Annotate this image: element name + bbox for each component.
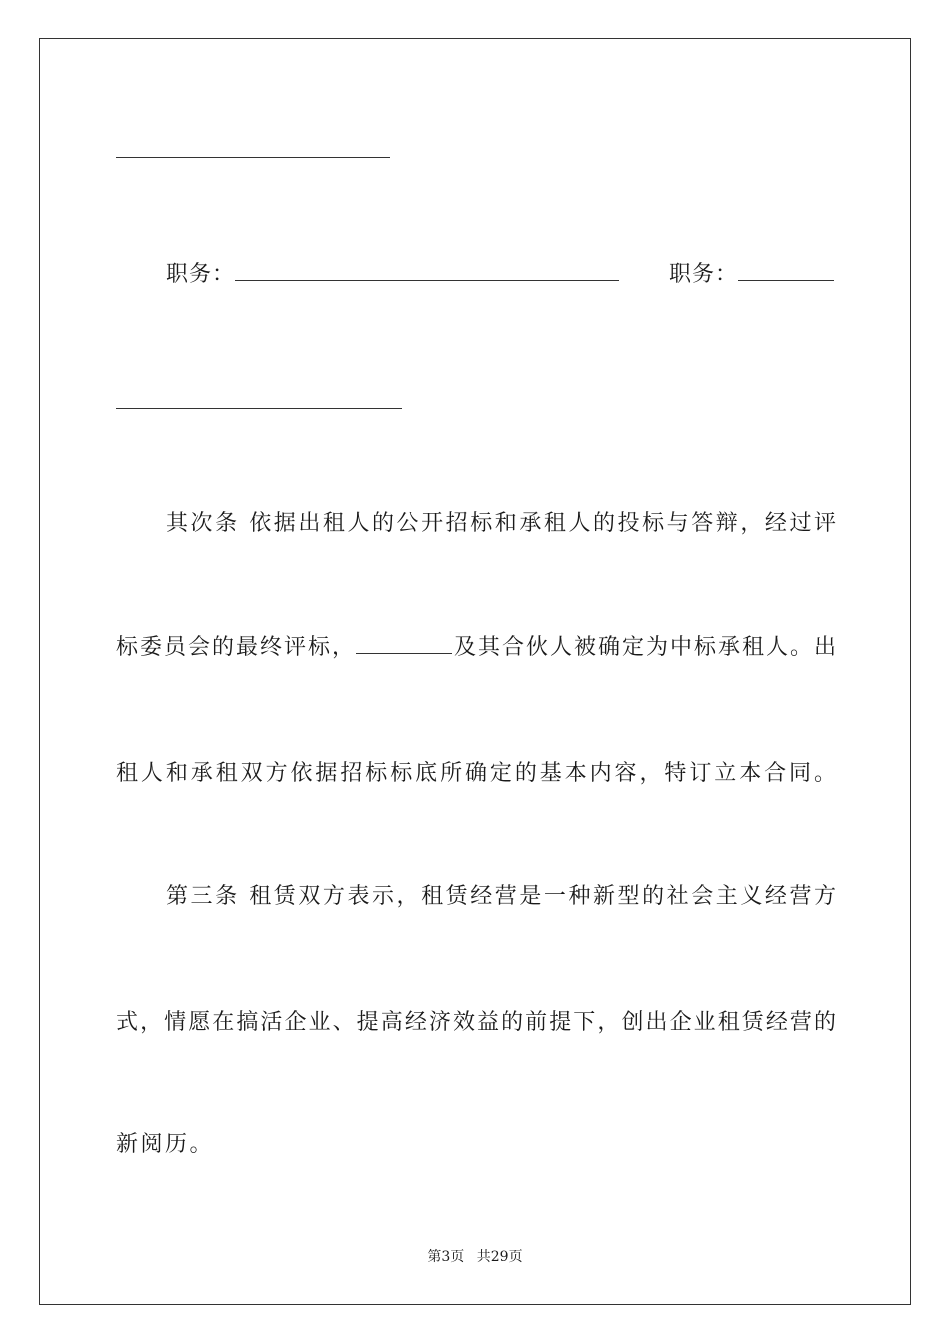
signature-underline-top <box>116 157 390 158</box>
position-blank-lessee <box>738 260 834 281</box>
page-total: 共29页 <box>476 1249 523 1265</box>
page-number: 第3页 <box>427 1249 465 1265</box>
position-blank-lessor <box>235 260 619 281</box>
article3-line1: 第三条 租赁双方表示，租赁经营是一种新型的社会主义经营方 <box>166 884 836 909</box>
article3-line3: 新阅历。 <box>116 1132 215 1157</box>
page-footer <box>0 1248 950 1266</box>
position-label-lessor: 职务： <box>166 262 236 287</box>
page-frame <box>39 38 911 1305</box>
position-row <box>116 260 836 290</box>
article3-line2: 式，情愿在搞活企业、提高经济效益的前提下，创出企业租赁经营的 <box>116 1010 836 1035</box>
position-label-lessee: 职务： <box>669 262 739 287</box>
signature-underline-bottom <box>116 408 402 409</box>
article2-line2: 标委员会的最终评标， 及其合伙人被确定为中标承租人。出 <box>116 635 836 660</box>
article2-line3: 租人和承租双方依据招标标底所确定的基本内容，特订立本合同。 <box>116 761 836 786</box>
article2-line1: 其次条 依据出租人的公开招标和承租人的投标与答辩，经过评 <box>166 511 836 536</box>
lessee-name-blank <box>356 633 452 654</box>
